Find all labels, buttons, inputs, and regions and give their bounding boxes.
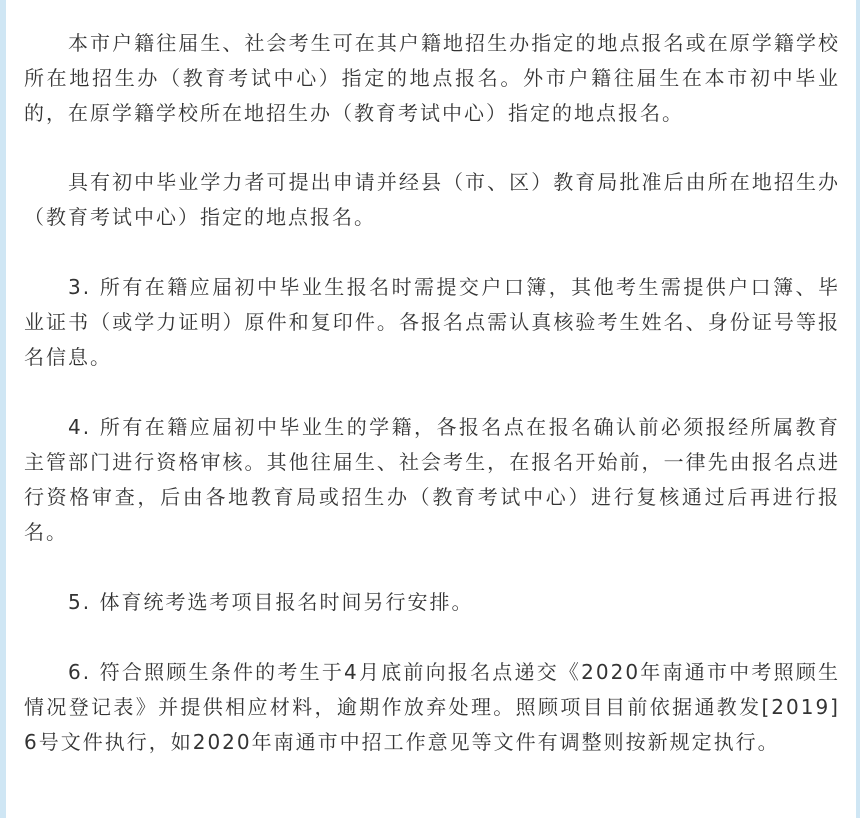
paragraph-item-5-sports-exam: 5. 体育统考选考项目报名时间另行安排。	[68, 590, 474, 614]
right-border	[856, 0, 860, 818]
left-border	[0, 0, 6, 818]
paragraph-item-3-documents: 3. 所有在籍应届初中毕业生报名时需提交户口簿，其他考生需提供户口簿、毕业证书（或学力证明）原件和复印件。各报名点需认真核验考生姓名、身份证号等报名信息。	[24, 275, 840, 369]
article-body	[24, 26, 840, 760]
paragraph-registration-location: 本市户籍往届生、社会考生可在其户籍地招生办指定的地点报名或在原学籍学校所在地招生办（教育考试中心）指定的地点报名。外市户籍往届生在本市初中毕业的，在原学籍学校所在地招生办（教育考试中心）指定的地点报名。	[24, 31, 840, 125]
paragraph-item-6-special-care: 6. 符合照顾生条件的考生于4月底前向报名点递交《2020年南通市中考照顾生情况登记表》并提供相应材料，逾期作放弃处理。照顾项目目前依据通教发[2019]6号文件执行，如2020年南通市中招工作意见等文件有调整则按新规定执行。	[24, 660, 840, 754]
paragraph-equivalent-education: 具有初中毕业学力者可提出申请并经县（市、区）教育局批准后由所在地招生办（教育考试中心）指定的地点报名。	[24, 170, 840, 229]
paragraph-item-4-qualification-review: 4. 所有在籍应届初中毕业生的学籍，各报名点在报名确认前必须报经所属教育主管部门进行资格审核。其他往届生、社会考生，在报名开始前，一律先由报名点进行资格审查，后由各地教育局或招生办（教育考试中心）进行复核通过后再进行报名。	[24, 415, 840, 544]
